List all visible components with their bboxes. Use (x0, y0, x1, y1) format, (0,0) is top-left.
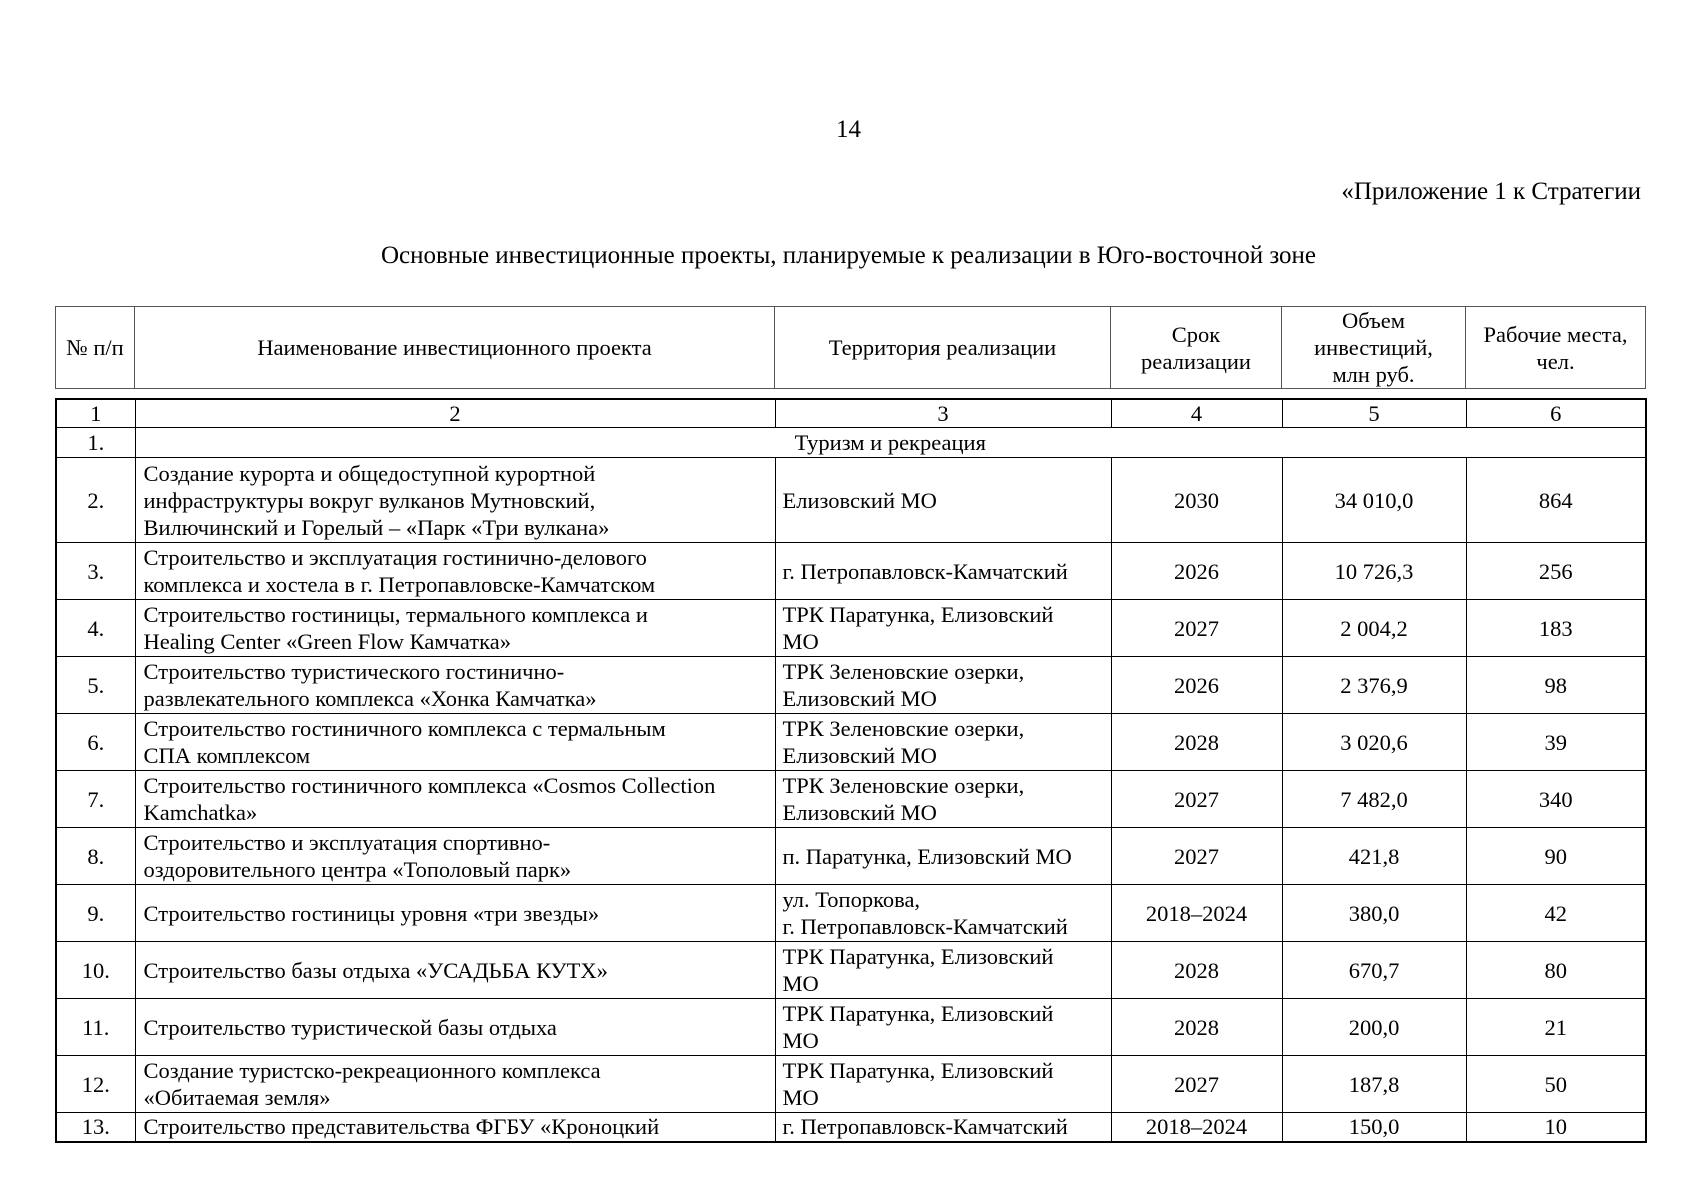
row-number: 13. (56, 1113, 135, 1142)
implementation-term: 2027 (1111, 600, 1282, 657)
territory-line: Елизовский МО (782, 487, 937, 513)
territory (775, 771, 1111, 828)
table-row (56, 657, 1646, 714)
territory-line: г. Петропавловск-Камчатский (782, 914, 1068, 939)
project-name-line: Строительство туристической базы отдыха (143, 1014, 557, 1040)
project-name (135, 1056, 775, 1113)
territory-line: ТРК Зеленовские озерки, (782, 773, 1025, 798)
project-name-line: комплекса и хостела в г. Петропавловске-Камчатском (143, 572, 656, 597)
investment-volume: 670,7 (1282, 942, 1466, 999)
territory-line: г. Петропавловск-Камчатский (782, 1114, 1068, 1140)
project-name-line: Строительство базы отдыха «УСАДЬБА КУТХ» (143, 957, 608, 983)
implementation-term: 2018–2024 (1111, 885, 1282, 942)
investment-volume: 380,0 (1282, 885, 1466, 942)
jobs-count: 80 (1466, 942, 1646, 999)
row-number: 9. (56, 885, 135, 942)
document-title: Основные инвестиционные проекты, планируемые к реализации в Юго-восточной зоне (380, 242, 1317, 269)
implementation-term: 2030 (1111, 458, 1282, 543)
row-number: 8. (56, 828, 135, 885)
implementation-term: 2028 (1111, 999, 1282, 1056)
territory-line: МО (782, 1028, 819, 1053)
project-name-line: Вилючинский и Горелый – «Парк «Три вулкана» (143, 514, 610, 540)
row-number: 2. (56, 458, 135, 543)
row-number: 4. (56, 600, 135, 657)
investment-volume: 2 004,2 (1282, 600, 1466, 657)
investment-volume: 187,8 (1282, 1056, 1466, 1113)
header-jobs (1466, 307, 1646, 389)
row-number: 10. (56, 942, 135, 999)
table-row (56, 1113, 1646, 1142)
table-row (56, 771, 1646, 828)
project-name-line: Создание курорта и общедоступной курортной (143, 460, 596, 486)
header-territory: Территория реализации (775, 307, 1111, 389)
table-header (55, 306, 1646, 389)
header-jobs-line: чел. (1536, 348, 1575, 374)
table-row (56, 543, 1646, 600)
territory-line: ул. Топоркова, (782, 887, 921, 912)
investment-volume: 34 010,0 (1282, 458, 1466, 543)
header-investment-line: инвестиций, (1314, 335, 1433, 360)
territory-line: ТРК Паратунка, Елизовский (782, 602, 1054, 627)
column-index: 3 (775, 399, 1111, 428)
jobs-count: 42 (1466, 885, 1646, 942)
project-name-line: Строительство и эксплуатация спортивно- (143, 830, 551, 855)
project-name-line: Kamchatka» (143, 800, 258, 825)
project-name (135, 543, 775, 600)
header-term (1111, 307, 1282, 389)
header-term-line: Срок (1171, 321, 1221, 347)
header-project-name: Наименование инвестиционного проекта (135, 307, 775, 389)
implementation-term: 2027 (1111, 828, 1282, 885)
jobs-count: 50 (1466, 1056, 1646, 1113)
table-row (56, 600, 1646, 657)
investment-volume: 200,0 (1282, 999, 1466, 1056)
row-number: 5. (56, 657, 135, 714)
investment-volume: 2 376,9 (1282, 657, 1466, 714)
investment-volume: 7 482,0 (1282, 771, 1466, 828)
project-name (135, 828, 775, 885)
territory (775, 828, 1111, 885)
project-name-line: Строительство гостиничного комплекса «Cosmos Collection (143, 773, 716, 798)
territory-line: МО (782, 1085, 819, 1110)
project-name-line: Строительство и эксплуатация гостинично-делового (143, 545, 647, 570)
column-index: 4 (1111, 399, 1282, 428)
implementation-term: 2028 (1111, 942, 1282, 999)
section-row (56, 428, 1646, 458)
column-index: 5 (1282, 399, 1466, 428)
project-name (135, 600, 775, 657)
implementation-term: 2026 (1111, 543, 1282, 600)
projects-table-body (56, 399, 1646, 1142)
table-row (56, 828, 1646, 885)
territory-line: МО (782, 629, 819, 654)
project-name-line: «Обитаемая земля» (143, 1085, 331, 1110)
territory-line: ТРК Зеленовские озерки, (782, 659, 1025, 684)
project-name (135, 714, 775, 771)
territory (775, 999, 1111, 1056)
investment-volume: 150,0 (1282, 1113, 1466, 1142)
project-name-line: развлекательного комплекса «Хонка Камчатка» (143, 686, 597, 711)
project-name-line: Healing Center «Green Flow Камчатка» (143, 629, 511, 654)
implementation-term: 2026 (1111, 657, 1282, 714)
project-name (135, 458, 775, 543)
table-row (56, 999, 1646, 1056)
table-row (56, 885, 1646, 942)
project-name-line: оздоровительного центра «Тополовый парк» (143, 857, 572, 882)
jobs-count: 90 (1466, 828, 1646, 885)
territory (775, 543, 1111, 600)
project-name (135, 885, 775, 942)
jobs-count: 98 (1466, 657, 1646, 714)
implementation-term: 2027 (1111, 771, 1282, 828)
project-name-line: Строительство гостиничного комплекса с термальным (143, 716, 666, 741)
project-name (135, 942, 775, 999)
jobs-count: 340 (1466, 771, 1646, 828)
project-name (135, 771, 775, 828)
jobs-count: 10 (1466, 1113, 1646, 1142)
column-index: 1 (56, 399, 135, 428)
jobs-count: 183 (1466, 600, 1646, 657)
header-investment (1282, 307, 1466, 389)
column-index: 6 (1466, 399, 1646, 428)
projects-table (55, 398, 1647, 1143)
project-name (135, 999, 775, 1056)
jobs-count: 39 (1466, 714, 1646, 771)
territory-line: Елизовский МО (782, 686, 937, 711)
row-number: 7. (56, 771, 135, 828)
territory (775, 657, 1111, 714)
header-num: № п/п (56, 307, 135, 389)
territory-line: ТРК Паратунка, Елизовский (782, 1001, 1054, 1026)
territory-line: г. Петропавловск-Камчатский (782, 558, 1068, 584)
territory (775, 600, 1111, 657)
row-number: 12. (56, 1056, 135, 1113)
header-investment-line: млн руб. (1332, 362, 1415, 387)
territory-line: Елизовский МО (782, 800, 937, 825)
section-title: Туризм и рекреация (135, 428, 1646, 458)
jobs-count: 256 (1466, 543, 1646, 600)
page-number: 14 (836, 116, 861, 143)
project-name-line: Создание туристско-рекреационного комплекса (143, 1058, 601, 1083)
territory (775, 714, 1111, 771)
jobs-count: 21 (1466, 999, 1646, 1056)
header-row (56, 307, 1646, 389)
column-index: 2 (135, 399, 775, 428)
implementation-term: 2027 (1111, 1056, 1282, 1113)
territory-line: МО (782, 971, 819, 996)
project-name-line: Строительство гостиницы, термального комплекса и (143, 602, 648, 627)
table-row (56, 714, 1646, 771)
territory (775, 885, 1111, 942)
project-name-line: инфраструктуры вокруг вулканов Мутновский, (143, 487, 596, 513)
territory (775, 1113, 1111, 1142)
jobs-count: 864 (1466, 458, 1646, 543)
project-name-line: Строительство гостиницы уровня «три звезды» (143, 900, 600, 926)
project-name (135, 657, 775, 714)
project-name-line: Строительство представительства ФГБУ «Кроноцкий (143, 1114, 660, 1140)
territory-line: п. Паратунка, Елизовский МО (782, 843, 1072, 869)
row-number: 11. (56, 999, 135, 1056)
column-index-row (56, 399, 1646, 428)
territory-line: ТРК Зеленовские озерки, (782, 716, 1025, 741)
header-investment-line: Объем (1342, 308, 1405, 333)
section-num: 1. (56, 428, 135, 458)
row-number: 6. (56, 714, 135, 771)
implementation-term: 2028 (1111, 714, 1282, 771)
investment-volume: 421,8 (1282, 828, 1466, 885)
project-name (135, 1113, 775, 1142)
investment-volume: 10 726,3 (1282, 543, 1466, 600)
territory (775, 1056, 1111, 1113)
implementation-term: 2018–2024 (1111, 1113, 1282, 1142)
table-row (56, 458, 1646, 543)
appendix-label: «Приложение 1 к Стратегии (1341, 178, 1641, 205)
row-number: 3. (56, 543, 135, 600)
territory (775, 458, 1111, 543)
project-name-line: Строительство туристического гостинично- (143, 659, 565, 684)
header-jobs-line: Рабочие места, (1483, 321, 1628, 347)
header-term-line: реализации (1141, 348, 1251, 374)
territory-line: ТРК Паратунка, Елизовский (782, 944, 1054, 969)
table-row (56, 942, 1646, 999)
table-row (56, 1056, 1646, 1113)
territory-line: Елизовский МО (782, 743, 937, 768)
territory (775, 942, 1111, 999)
project-name-line: СПА комплексом (143, 743, 311, 768)
investment-volume: 3 020,6 (1282, 714, 1466, 771)
territory-line: ТРК Паратунка, Елизовский (782, 1058, 1054, 1083)
